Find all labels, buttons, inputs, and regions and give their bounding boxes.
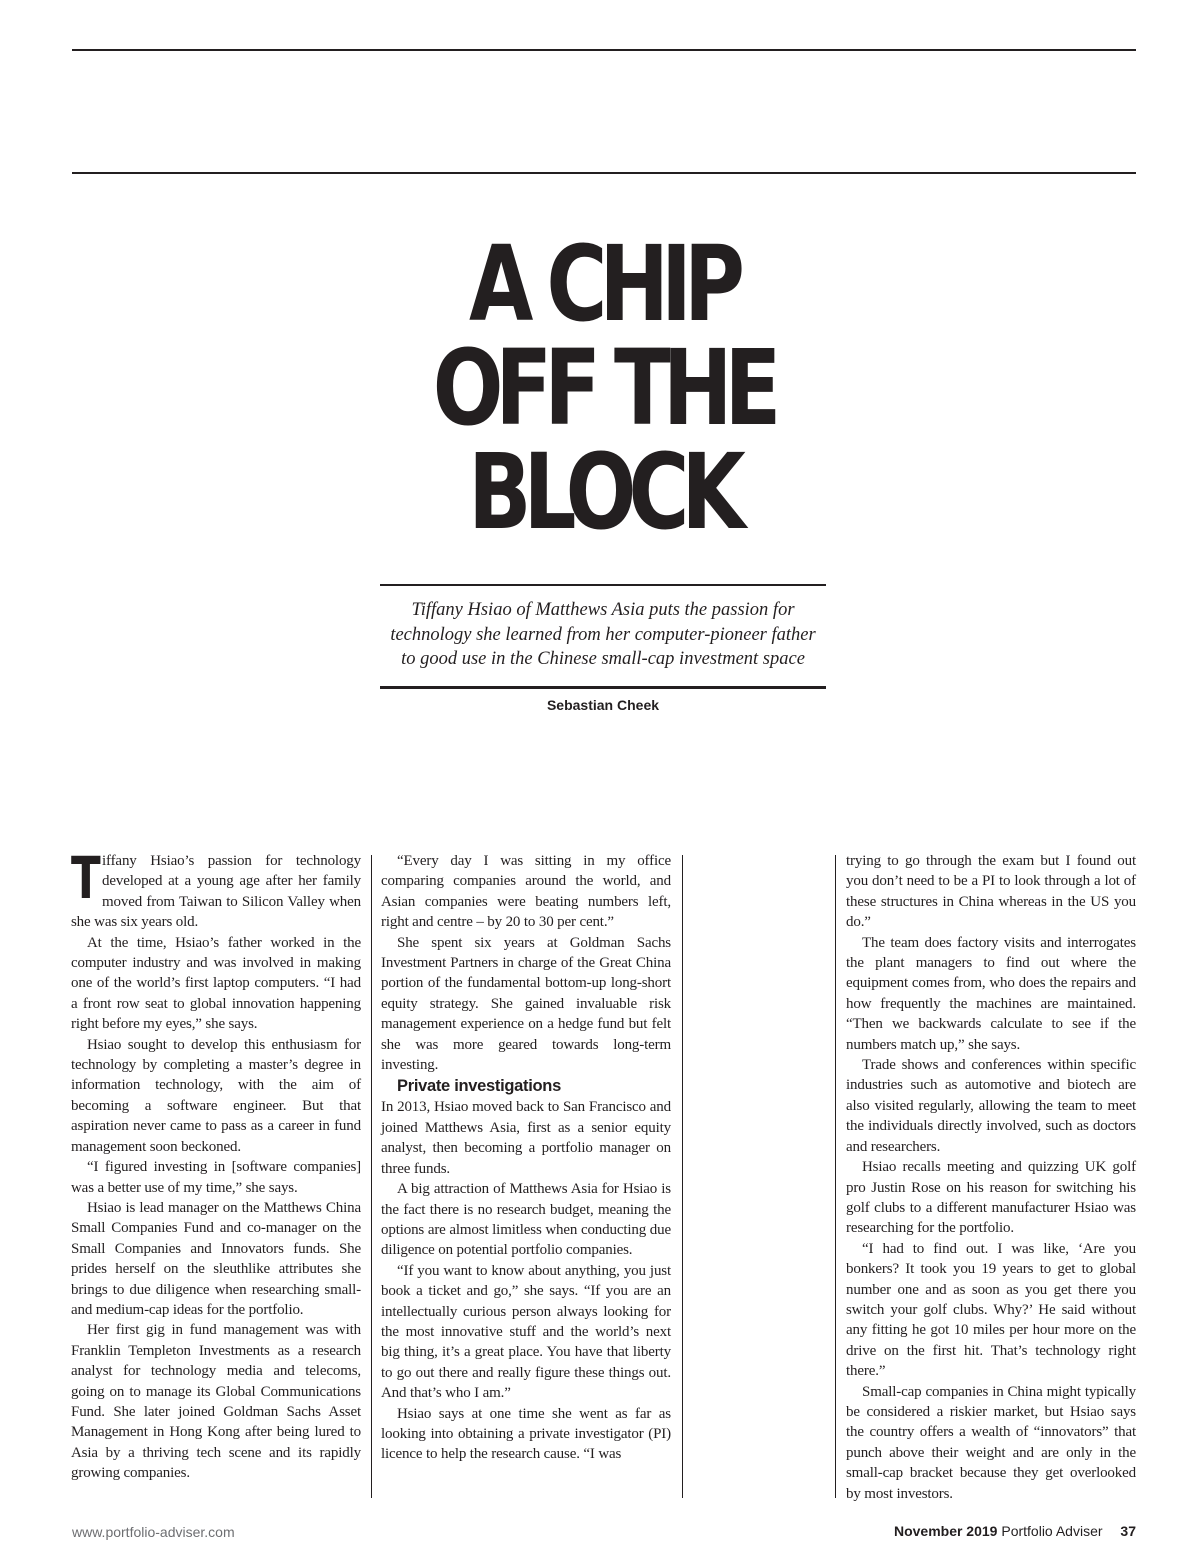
paragraph: Hsiao sought to develop this enthusiasm for technology by completing a master’s degree in information technology, with the aim of becoming a software engineer. But that aspiration never came to pass as a career in fund management soon beckoned. (71, 1036, 361, 1155)
paragraph: trying to go through the exam but I found out you don’t need to be a PI to look through a lot of these structures in China whereas in the US you do.” (846, 853, 1136, 931)
standfirst-top-rule (380, 584, 826, 586)
paragraph: “Every day I was sitting in my office comparing companies around the world, and Asian companies were beating numbers left, right and centre – by 20 to 30 per cent.” (381, 853, 671, 931)
byline: Sebastian Cheek (546, 697, 660, 713)
headline (425, 223, 782, 553)
paragraph: Hsiao says at one time she went as far as looking into obtaining a private investigator (PI) licence to help the research cause. “I was (381, 1405, 671, 1463)
standfirst-line-2: technology she learned from her computer-pioneer father (390, 624, 816, 645)
headline-line-2: OFF THE (432, 327, 774, 449)
paragraph: “If you want to know about anything, you just book a ticket and go,” she says. “If you are an intellectually curious person always looking for the most innovative stuff and the world’s next big thing, it’s a great place. You have that liberty to go out there and really figure these things out. And that’s who I am.” (381, 1262, 671, 1402)
standfirst-bottom-rule (380, 686, 826, 689)
article-column-2 (381, 851, 671, 1465)
footer-date: November 2019 (893, 1523, 998, 1539)
paragraph: “I had to find out. I was like, ‘Are you bonkers? It took you 19 years to get to global number one and as soon as you get there you switch your golf clubs. Why?’ He said without any fitting he got 10 miles per hour more on the drive on the first hit. That’s technology right there.” (846, 1240, 1136, 1380)
paragraph: At the time, Hsiao’s father worked in the computer industry and was involved in making one of the world’s first laptop computers. “I had a front row seat to global innovation happening right before my eyes,” she says. (71, 934, 361, 1033)
footer-website: www.portfolio-adviser.com (72, 1524, 235, 1540)
article-column-1 (71, 844, 361, 1484)
paragraph: Hsiao is lead manager on the Matthews China Small Companies Fund and co-manager on the Small Companies and Innovators funds. She prides herself on the sleuthlike attributes she brings to due diligence when researching small- and medium-cap ideas for the portfolio. (71, 1199, 361, 1318)
paragraph: “I figured investing in [software companies] was a better use of my time,” she says. (71, 1159, 361, 1196)
drop-cap: T (71, 844, 101, 912)
paragraph: In 2013, Hsiao moved back to San Francisco and joined Matthews Asia, first as a senior equity analyst, then becoming a portfolio manager on three funds. (381, 1099, 671, 1177)
footer-publication: Portfolio Adviser (1001, 1523, 1103, 1539)
section-subheading: Private investigations (397, 1077, 561, 1096)
paragraph: Her first gig in fund management was with Franklin Templeton Investments as a research analyst for technology media and telecoms, going on to manage its Global Communications Fund. She later joined Goldman Sachs Asset Management in Hong Kong after being lured to Asia by a thriving tech scene and its rapidly growing companies. (71, 1322, 361, 1482)
paragraph: Trade shows and conferences within specific industries such as automotive and biotech are also visited regularly, allowing the team to meet the individuals directly involved, such as doctors and researchers. (846, 1057, 1136, 1155)
paragraph-text: iffany Hsiao’s passion for technology developed at a young age after her family moved from Taiwan to Silicon Valley when she was six years old. (71, 853, 361, 931)
headline-line-3: BLOCK (468, 431, 738, 553)
standfirst-line-3: to good use in the Chinese small-cap investment space (401, 649, 805, 669)
paragraph: Hsiao recalls meeting and quizzing UK golf pro Justin Rose on his reason for switching his golf clubs to a different manufacturer Hsiao was researching for the portfolio. (846, 1159, 1136, 1237)
paragraph: Small-cap companies in China might typically be considered a riskier market, but Hsiao says the country offers a wealth of “innovators” that punch above their weight and are only in the small-cap bracket because they get overlooked by most investors. (846, 1383, 1136, 1502)
page-number: 37 (1120, 1523, 1136, 1539)
column-divider (835, 855, 836, 1498)
header-bottom-rule (72, 172, 1136, 174)
paragraph: The team does factory visits and interrogates the plant managers to find out where the equipment comes from, who does the repairs and how frequently the machines are maintained. “Then we backwards calculate to see if the numbers match up,” she says. (846, 934, 1136, 1053)
paragraph (71, 844, 361, 933)
standfirst-line-1: Tiffany Hsiao of Matthews Asia puts the passion for (411, 600, 795, 620)
paragraph: She spent six years at Goldman Sachs Investment Partners in charge of the Great China portion of the fundamental bottom-up long-short equity strategy. She gained invaluable risk management experience on a hedge fund but felt she was more geared towards long-term investing. (381, 934, 671, 1074)
headline-line-1: A CHIP (468, 223, 737, 345)
top-rule (72, 49, 1136, 51)
article-column-3 (846, 851, 1136, 1504)
standfirst (380, 598, 826, 672)
column-divider (682, 855, 683, 1498)
column-divider (371, 855, 372, 1498)
paragraph: A big attraction of Matthews Asia for Hsiao is the fact there is no research budget, meaning the options are almost limitless when conducting due diligence on potential portfolio companies. (381, 1181, 671, 1259)
footer-folio (894, 1523, 1136, 1539)
